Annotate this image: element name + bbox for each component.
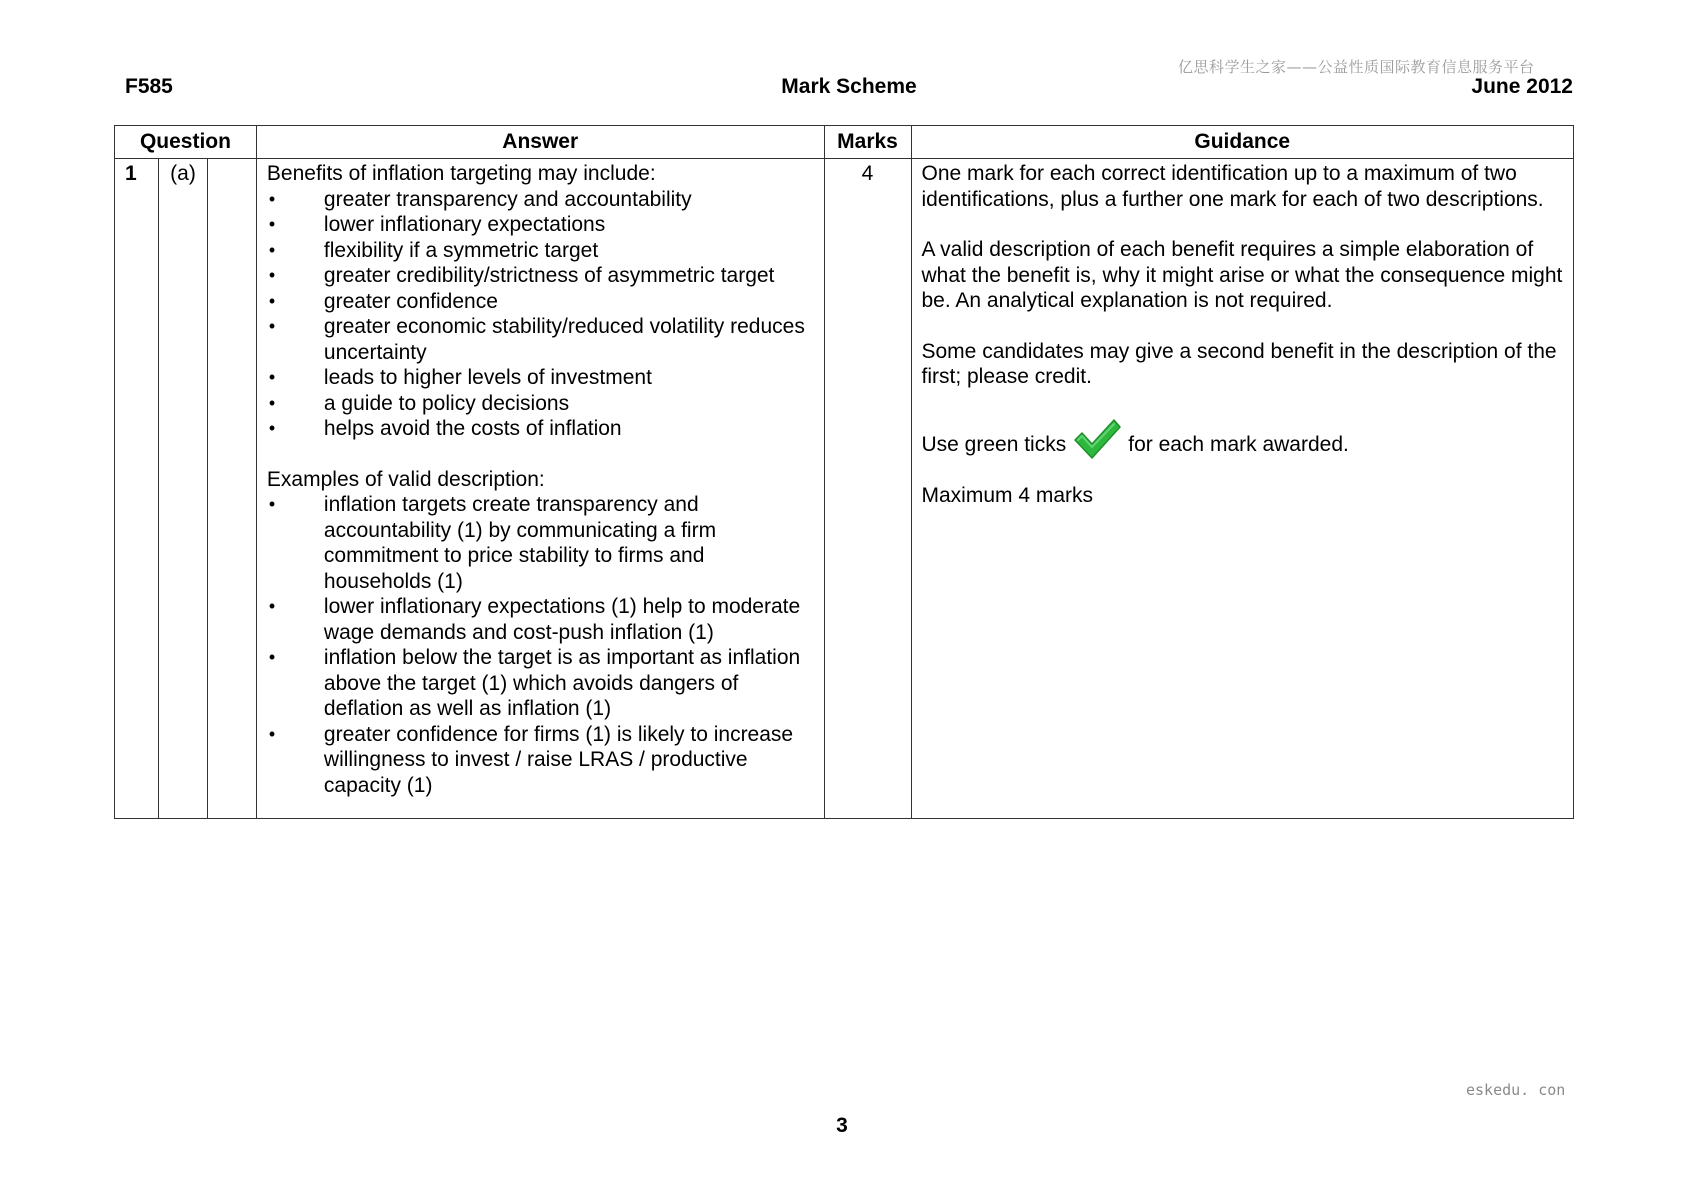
answer-cell [256, 159, 824, 819]
question-part: (a) [158, 159, 207, 819]
bullet-icon: • [268, 316, 276, 336]
paper-code: F585 [125, 75, 173, 98]
exam-date: June 2012 [1471, 75, 1573, 98]
question-header: Question [115, 126, 257, 159]
example-text: greater confidence for firms (1) is likely to increase willingness to invest / raise LRAS / productive capacity (1) [323, 722, 794, 797]
answer-intro: Benefits of inflation targeting may include: [266, 162, 656, 185]
list-item [267, 722, 814, 799]
page-number: 3 [836, 1114, 848, 1137]
bullet-icon: • [268, 188, 276, 209]
list-item [267, 187, 814, 213]
list-item [267, 416, 814, 442]
tick-instruction [922, 412, 1564, 458]
marks-header: Marks [824, 126, 911, 159]
benefit-text: greater credibility/strictness of asymmetric target [323, 264, 775, 287]
guidance-cell [911, 159, 1574, 819]
examples-list [267, 492, 814, 798]
list-item [267, 391, 814, 417]
bullet-icon: • [268, 647, 276, 667]
bullet-icon: • [268, 596, 276, 616]
benefit-text: flexibility if a symmetric target [323, 238, 599, 262]
list-item [267, 314, 814, 365]
benefit-text: lower inflationary expectations [323, 213, 606, 236]
green-tick-icon [1072, 416, 1122, 462]
bullet-icon: • [268, 392, 276, 413]
watermark-top: 亿思科学生之家——公益性质国际教育信息服务平台 [1178, 58, 1535, 76]
list-item [267, 263, 814, 289]
watermark-bottom: eskedu. con [1466, 1081, 1566, 1099]
guidance-header: Guidance [911, 126, 1574, 159]
page-title: Mark Scheme [781, 75, 917, 98]
page-header [125, 75, 1573, 103]
benefit-text: helps avoid the costs of inflation [323, 417, 622, 440]
example-text: inflation targets create transparency and accountability (1) by communicating a firm commitment to price stability to firms and households (1) [323, 493, 717, 593]
bullet-icon: • [268, 239, 276, 260]
list-item [267, 645, 814, 722]
examples-intro: Examples of valid description: [266, 467, 545, 491]
bullet-icon: • [268, 494, 276, 514]
list-item [267, 238, 814, 264]
benefits-list [267, 187, 814, 442]
benefit-text: a guide to policy decisions [323, 391, 570, 415]
list-item [267, 492, 814, 594]
table-header-row [115, 126, 1574, 159]
bullet-icon: • [268, 265, 276, 285]
tick-instruction-before: Use green ticks [921, 433, 1067, 456]
bullet-icon: • [268, 367, 276, 387]
list-item [267, 365, 814, 391]
table-row [115, 159, 1574, 819]
question-number: 1 [115, 159, 159, 819]
marks-cell: 4 [824, 159, 911, 819]
bullet-icon: • [268, 723, 276, 744]
bullet-icon: • [268, 418, 276, 438]
benefit-text: leads to higher levels of investment [323, 366, 652, 389]
tick-instruction-after: for each mark awarded. [1128, 433, 1349, 456]
bullet-icon: • [268, 214, 276, 234]
benefit-text: greater transparency and accountability [323, 187, 692, 211]
answer-header: Answer [256, 126, 824, 159]
example-text: inflation below the target is as important as inflation above the target (1) which avoids dangers of deflation as well as inflation (1) [323, 646, 801, 720]
list-item [267, 594, 814, 645]
example-text: lower inflationary expectations (1) help to moderate wage demands and cost-push inflation (1) [323, 595, 801, 644]
list-item [267, 289, 814, 315]
benefit-text: greater economic stability/reduced volatility reduces uncertainty [323, 315, 805, 364]
guidance-paragraph: Some candidates may give a second benefit in the description of the first; please credit. [921, 339, 1557, 388]
guidance-paragraph: One mark for each correct identification up to a maximum of two identifications, plus a further one mark for each of two descriptions. [921, 162, 1544, 211]
list-item [267, 212, 814, 238]
benefit-text: greater confidence [323, 289, 498, 313]
guidance-paragraph: A valid description of each benefit requires a simple elaboration of what the benefit is, why it might arise or what the consequence might be. An analytical explanation is not required. [921, 238, 1563, 312]
bullet-icon: • [268, 290, 276, 311]
guidance-paragraph: Maximum 4 marks [921, 483, 1094, 507]
mark-scheme-table [114, 125, 1574, 819]
question-subpart [207, 159, 256, 819]
